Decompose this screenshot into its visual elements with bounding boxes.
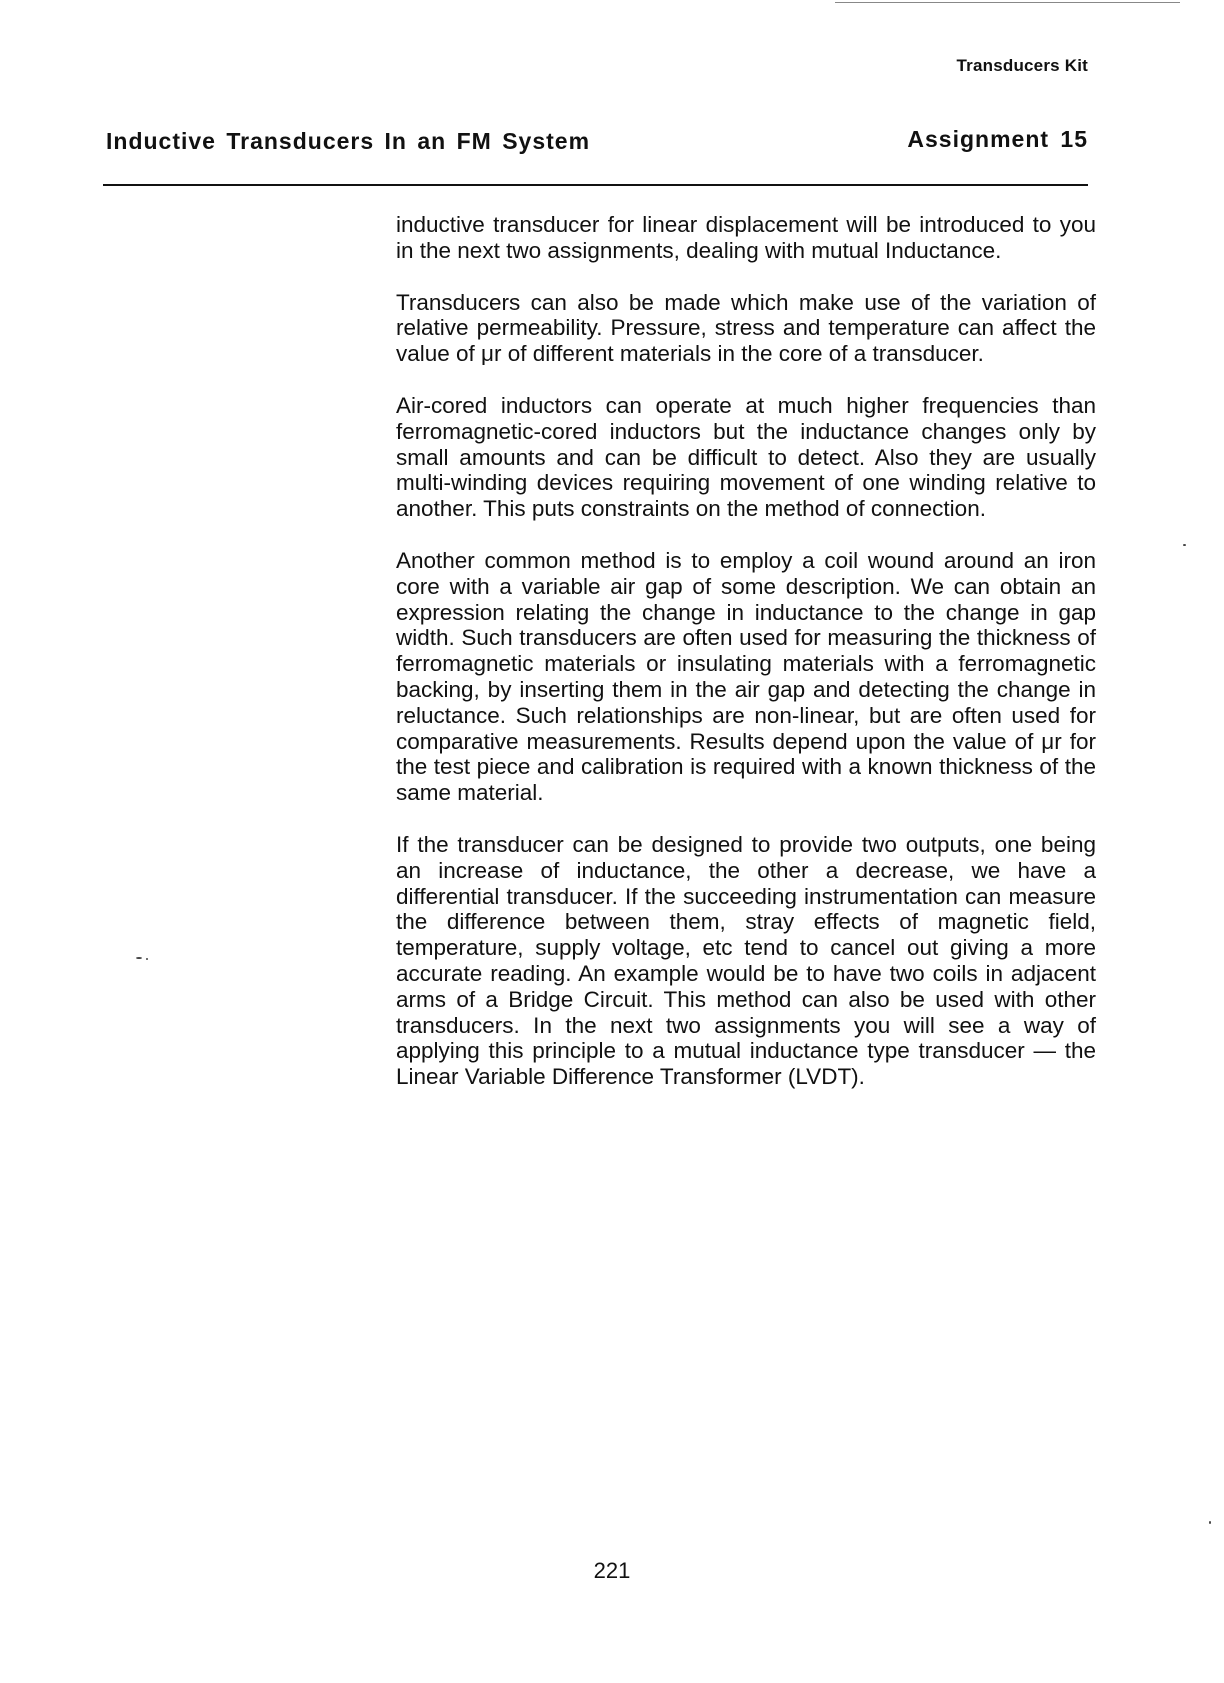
header-divider [103,184,1088,186]
scan-speck [146,958,148,960]
scan-speck [136,957,142,959]
top-edge-rule [835,2,1180,3]
running-head: Transducers Kit [956,56,1088,75]
scan-speck [1209,1521,1211,1524]
paragraph: inductive transducer for linear displacement will be introduced to you in the next two assignments, dealing with mutual Inductance. [396,212,1096,263]
page-number: 221 [593,1558,631,1583]
chapter-title: Inductive Transducers In an FM System [106,128,591,154]
paragraph: Air-cored inductors can operate at much higher frequencies than ferromagnetic-cored inductors but the inductance changes only by small amounts and can be difficult to detect. Also they are usually multi-winding devices requiring movement of one winding relative to another. This puts constraints on the method of connection. [396,392,1096,522]
paragraph: Another common method is to employ a coil wound around an iron core with a variable air gap of some description. We can obtain an expression relating the change in inductance to the change in gap width. Such transducers are often used for measuring the thickness of ferromagnetic materials or insulating materials with a ferromagnetic backing, by inserting them in the air gap and detecting the change in reluctance. Such relationships are non-linear, but are often used for comparative measurements. Results depend upon the value of μr for the test piece and calibration is required with a known thickness of the same material. [396,547,1096,806]
paragraph: Transducers can also be made which make use of the variation of relative permeability. Pressure, stress and temperature can affect the value of μr of different materials in the core of a transducer. [396,289,1096,367]
paragraph: If the transducer can be designed to provide two outputs, one being an increase of inductance, the other a decrease, we have a differential transducer. If the succeeding instrumentation can measure the difference between them, stray effects of magnetic field, temperature, supply voltage, etc tend to cancel out giving a more accurate reading. An example would be to have two coils in adjacent arms of a Bridge Circuit. This method can also be used with other transducers. In the next two assignments you will see a way of applying this principle to a mutual inductance type transducer — the Linear Variable Difference Transformer (LVDT). [396,831,1096,1090]
assignment-label: Assignment 15 [907,126,1088,152]
body-text [396,212,1096,1116]
scan-speck [1183,544,1186,546]
